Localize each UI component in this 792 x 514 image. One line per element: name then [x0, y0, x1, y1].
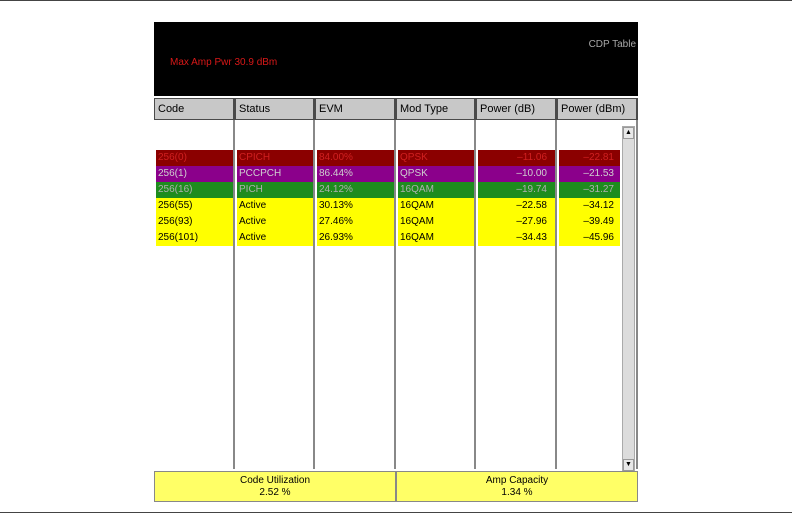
- column-header-code[interactable]: Code: [154, 98, 235, 120]
- display-header: [154, 22, 638, 96]
- table-cell-power-dbm[interactable]: –31.27: [559, 182, 620, 198]
- table-cell-code[interactable]: 256(16): [156, 182, 233, 198]
- column-header-power-db[interactable]: Power (dB): [476, 98, 557, 120]
- table-cell-mod-type[interactable]: QPSK: [398, 166, 474, 182]
- table-cell-power-db[interactable]: –11.06: [478, 150, 555, 166]
- table-cell-evm[interactable]: 24.12%: [317, 182, 394, 198]
- screen-title: CDP Table: [588, 39, 636, 50]
- table-cell-status[interactable]: Active: [237, 214, 313, 230]
- table-cell-evm[interactable]: 30.13%: [317, 198, 394, 214]
- top-rule: [0, 0, 792, 1]
- table-cell-power-dbm[interactable]: –45.96: [559, 230, 620, 246]
- table-cell-status[interactable]: Active: [237, 230, 313, 246]
- column-header-mod-type[interactable]: Mod Type: [396, 98, 476, 120]
- column-header-status[interactable]: Status: [235, 98, 315, 120]
- table-cell-power-db[interactable]: –10.00: [478, 166, 555, 182]
- column-mod-type: [396, 120, 476, 469]
- table-cell-evm[interactable]: 27.46%: [317, 214, 394, 230]
- table-cell-power-dbm[interactable]: –21.53: [559, 166, 620, 182]
- column-code: [154, 120, 235, 469]
- column-header-power-dbm[interactable]: Power (dBm): [557, 98, 638, 120]
- table-cell-code[interactable]: 256(101): [156, 230, 233, 246]
- column-evm: [315, 120, 396, 469]
- max-amp-power-readout: Max Amp Pwr 30.9 dBm: [170, 57, 278, 68]
- table-cell-mod-type[interactable]: 16QAM: [398, 214, 474, 230]
- table-cell-mod-type[interactable]: 16QAM: [398, 198, 474, 214]
- vertical-scrollbar[interactable]: [622, 126, 635, 472]
- column-power-db: [476, 120, 557, 469]
- table-cell-status[interactable]: Active: [237, 198, 313, 214]
- table-cell-power-db[interactable]: –27.96: [478, 214, 555, 230]
- table-cell-status[interactable]: PICH: [237, 182, 313, 198]
- table-cell-power-dbm[interactable]: –39.49: [559, 214, 620, 230]
- code-utilization-box: [154, 471, 396, 502]
- bottom-rule: [0, 512, 792, 513]
- table-cell-power-dbm[interactable]: –22.81: [559, 150, 620, 166]
- table-cell-power-db[interactable]: –22.58: [478, 198, 555, 214]
- amp-capacity-value: 1.34 %: [501, 487, 533, 498]
- table-cell-code[interactable]: 256(93): [156, 214, 233, 230]
- table-cell-status[interactable]: PCCPCH: [237, 166, 313, 182]
- amp-capacity-label: Amp Capacity: [485, 475, 549, 486]
- code-utilization-label: Code Utilization: [239, 475, 311, 486]
- scroll-up-arrow-icon[interactable]: ▲: [623, 127, 634, 139]
- table-cell-code[interactable]: 256(0): [156, 150, 233, 166]
- column-status: [235, 120, 315, 469]
- table-cell-mod-type[interactable]: 16QAM: [398, 230, 474, 246]
- table-cell-code[interactable]: 256(55): [156, 198, 233, 214]
- table-cell-status[interactable]: CPICH: [237, 150, 313, 166]
- table-cell-power-dbm[interactable]: –34.12: [559, 198, 620, 214]
- table-cell-mod-type[interactable]: 16QAM: [398, 182, 474, 198]
- table-cell-mod-type[interactable]: QPSK: [398, 150, 474, 166]
- amp-capacity-box: [396, 471, 638, 502]
- table-cell-evm[interactable]: 86.44%: [317, 166, 394, 182]
- table-cell-code[interactable]: 256(1): [156, 166, 233, 182]
- code-utilization-value: 2.52 %: [259, 487, 291, 498]
- table-cell-power-db[interactable]: –19.74: [478, 182, 555, 198]
- column-header-evm[interactable]: EVM: [315, 98, 396, 120]
- table-cell-evm[interactable]: 26.93%: [317, 230, 394, 246]
- scroll-down-arrow-icon[interactable]: ▼: [623, 459, 634, 471]
- table-cell-power-db[interactable]: –34.43: [478, 230, 555, 246]
- cdp-table-panel: [154, 22, 638, 503]
- table-cell-evm[interactable]: 84.00%: [317, 150, 394, 166]
